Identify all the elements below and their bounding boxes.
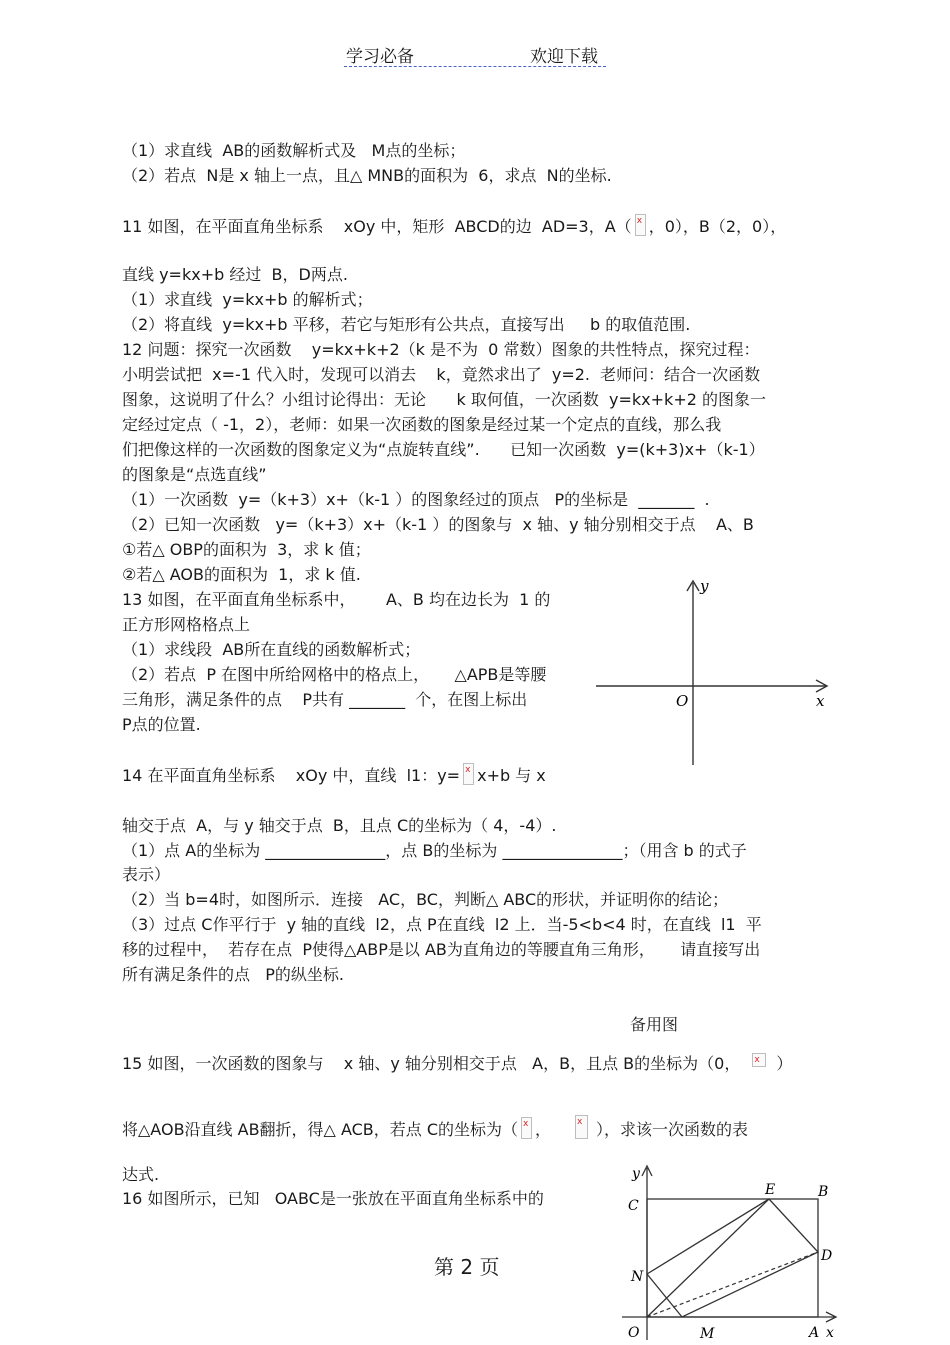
y-axis-label: y: [700, 577, 709, 595]
point-n-label: N: [631, 1269, 644, 1285]
page-number: 第 2 页: [434, 1255, 500, 1279]
origin-label: O: [676, 692, 689, 710]
text-line: 直线 y=kx+b 经过 B，D两点.: [122, 265, 348, 284]
text-line: 13 如图，在平面直角坐标系中， A、B 均在边长为 1 的: [122, 590, 551, 609]
rectangle-figure: [618, 1160, 840, 1345]
text-line: 们把像这样的一次函数的图象定义为“点旋转直线”. 已知一次函数 y=(k+3)x+（k-1）: [122, 440, 765, 459]
text-line: 移的过程中， 若存在点 P使得△ABP是以 AB为直角边的等腰直角三角形， 请直接写出: [122, 940, 761, 959]
text-line: （1）点 A的坐标为 _______________，点 B的坐标为 _______________；（用含 b 的式子: [122, 841, 747, 860]
point-m-label: M: [700, 1326, 715, 1342]
q15-line: 15 如图，一次函数的图象与 x 轴、y 轴分别相交于点 A，B，且点 B的坐标为（0， x ）: [122, 1053, 792, 1075]
text-line: 12 问题：探究一次函数 y=kx+k+2（k 是不为 0 常数）图象的共性特点，探究过程：: [122, 340, 760, 359]
broken-image-icon: [575, 1115, 588, 1139]
broken-image-icon: [521, 1117, 532, 1139]
x-axis-label: x: [816, 692, 825, 710]
text-line: 三角形，满足条件的点 P共有 _______ 个，在图上标出: [122, 690, 528, 709]
text-line: （2）已知一次函数 y=（k+3）x+（k-1 ）的图象与 x 轴、y 轴分别相交于点 A、B: [122, 515, 754, 534]
text-line: 表示）: [122, 865, 171, 884]
point-d-label: D: [821, 1248, 833, 1264]
text-line: （1）一次函数 y=（k+3）x+（k-1 ）的图象经过的顶点 P的坐标是 _______ .: [122, 490, 710, 509]
text-line: P点的位置.: [122, 715, 201, 734]
header-right: 欢迎下载: [530, 47, 598, 67]
text-line: （1）求直线 AB的函数解析式及 M点的坐标；: [122, 141, 466, 160]
q11-line: 11 如图，在平面直角坐标系 xOy 中，矩形 ABCD的边 AD=3，A（ x ，0），B（2，0），: [122, 214, 786, 238]
page-header: [344, 42, 606, 67]
text-line: （2）若点 P 在图中所给网格中的格点上， △APB是等腰: [122, 665, 547, 684]
text-line: 图象，这说明了什么？小组讨论得出：无论 k 取何值，一次函数 y=kx+k+2 的图象一: [122, 390, 766, 409]
text-line: （2）当 b=4时，如图所示．连接 AC，BC，判断△ ABC的形状，并证明你的结论；: [122, 890, 729, 909]
text-line: 的图象是“点选直线”: [122, 465, 267, 484]
origin-label: O: [628, 1325, 640, 1341]
text-line: 小明尝试把 x=-1 代入时，发现可以消去 k，竟然求出了 y=2. 老师问：结合一次函数: [122, 365, 761, 384]
axes-figure: [590, 575, 835, 770]
point-e-label: E: [765, 1182, 776, 1198]
text-line: 定经过定点（ -1，2），老师：如果一次函数的图象是经过某一个定点的直线，那么我: [122, 415, 722, 434]
x-axis-label: x: [826, 1325, 834, 1341]
point-a-label: A: [809, 1325, 820, 1341]
q15-line2: 将△AOB沿直线 AB翻折，得△ ACB，若点 C的坐标为（ x ， x ），求该一次函数的表: [122, 1115, 748, 1141]
text-line: （1）求线段 AB所在直线的函数解析式；: [122, 640, 421, 659]
broken-image-icon: [752, 1053, 766, 1067]
point-c-label: C: [628, 1198, 639, 1214]
header-left: 学习必备: [346, 47, 414, 67]
text-line: 16 如图所示，已知 OABC是一张放在平面直角坐标系中的: [122, 1189, 544, 1208]
text-line: 所有满足条件的点 P的纵坐标.: [122, 965, 344, 984]
text-line: 正方形网格格点上: [122, 615, 251, 634]
point-b-label: B: [818, 1184, 829, 1200]
text-line: （2）将直线 y=kx+b 平移，若它与矩形有公共点，直接写出 b 的取值范围.: [122, 315, 691, 334]
y-axis-label: y: [632, 1166, 640, 1182]
text-line: ①若△ OBP的面积为 3，求 k 值；: [122, 540, 371, 559]
broken-image-icon: [635, 214, 646, 236]
broken-image-icon: [463, 763, 474, 785]
figure-caption: 备用图: [630, 1015, 679, 1034]
text-line: （3）过点 C作平行于 y 轴的直线 l2，点 P在直线 l2 上．当-5<b<4 时，在直线 l1 平: [122, 915, 762, 934]
q14-line: 14 在平面直角坐标系 xOy 中，直线 l1：y= x x+b 与 x: [122, 763, 546, 787]
text-line: 轴交于点 A，与 y 轴交于点 B，且点 C的坐标为（ 4，-4）.: [122, 816, 557, 835]
text-line: （1）求直线 y=kx+b 的解析式；: [122, 290, 373, 309]
text-line: 达式.: [122, 1165, 160, 1184]
text-line: ②若△ AOB的面积为 1，求 k 值.: [122, 565, 361, 584]
text-line: （2）若点 N是 x 轴上一点，且△ MNB的面积为 6，求点 N的坐标.: [122, 166, 612, 185]
